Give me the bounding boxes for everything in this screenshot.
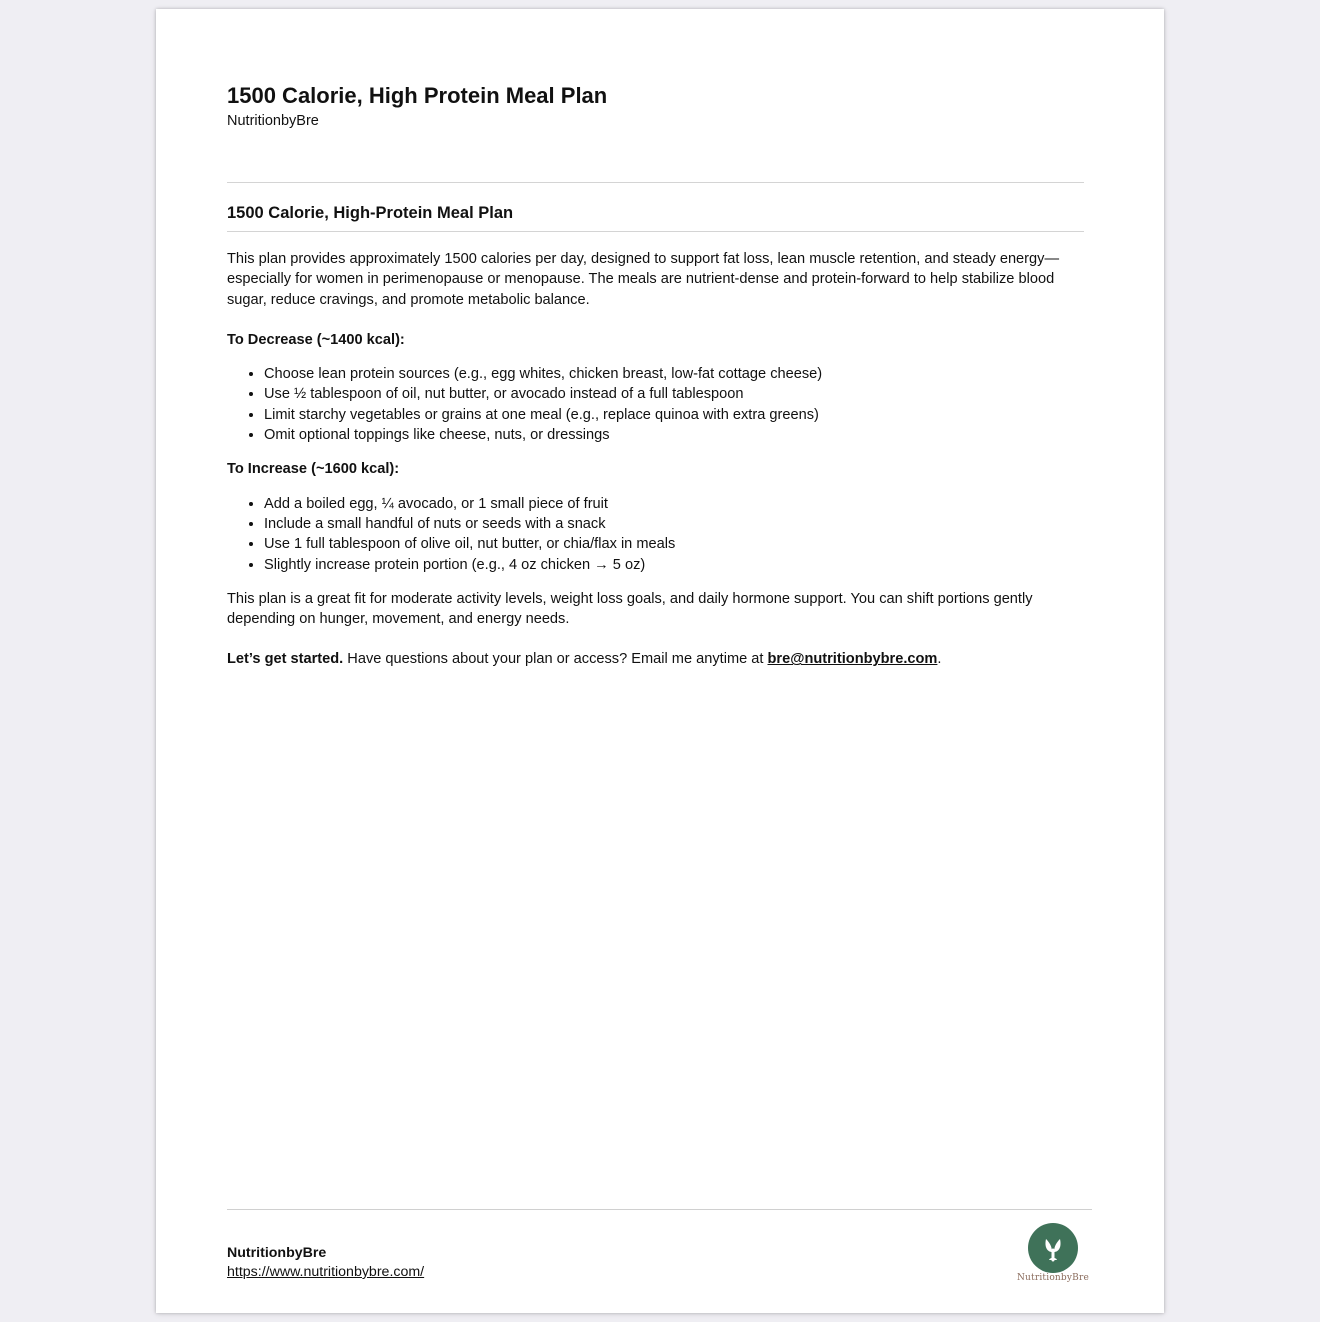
increase-list: [227, 494, 1084, 575]
closing-paragraph: This plan is a great fit for moderate activity levels, weight loss goals, and daily hormone support. You can shift portions gently depending on hunger, movement, and energy needs.: [227, 590, 1033, 628]
list-item: • Omit optional toppings like cheese, nuts, or dressings: [264, 425, 1084, 445]
divider: [227, 182, 1084, 183]
decrease-heading: To Decrease (~1400 kcal):: [227, 331, 405, 348]
footer-divider: [227, 1209, 1092, 1210]
increase-heading: To Increase (~1600 kcal):: [227, 461, 400, 478]
decrease-list: [227, 364, 1084, 445]
document-page: [156, 9, 1164, 1313]
list-item: • Use 1 full tablespoon of olive oil, nut butter, or chia/flax in meals: [264, 534, 1084, 554]
list-item: • Use ½ tablespoon of oil, nut butter, or avocado instead of a full tablespoon: [264, 384, 1084, 404]
email-link[interactable]: bre@nutritionbybre.com: [767, 651, 938, 668]
cta-end: .: [937, 651, 942, 668]
leaf-sprout-icon: [1028, 1223, 1078, 1273]
list-item: • Add a boiled egg, ¼ avocado, or 1 small piece of fruit: [264, 494, 1084, 514]
list-item: • Limit starchy vegetables or grains at one meal (e.g., replace quinoa with extra greens): [264, 405, 1084, 425]
cta-text: Have questions about your plan or access? Email me anytime at: [343, 651, 768, 668]
intro-paragraph: This plan provides approximately 1500 calories per day, designed to support fat loss, lean muscle retention, and steady energy—especially for women in perimenopause or menopause. The meals are nutrient-dense and protein-forward to help stabilize blood sugar, reduce cravings, and promote metabolic balance.: [227, 251, 1060, 308]
cta-lead: Let’s get started.: [227, 651, 344, 668]
cta-paragraph: [227, 649, 1084, 669]
divider: [227, 231, 1084, 232]
list-item: • Slightly increase protein portion (e.g., 4 oz chicken → 5 oz): [264, 555, 1084, 575]
list-item: • Include a small handful of nuts or seeds with a snack: [264, 514, 1084, 534]
list-item: • Choose lean protein sources (e.g., egg whites, chicken breast, low-fat cottage cheese): [264, 364, 1084, 384]
footer-website-link[interactable]: https://www.nutritionbybre.com/: [227, 1264, 425, 1280]
document-title: 1500 Calorie, High Protein Meal Plan: [227, 83, 608, 108]
document-author: NutritionbyBre: [227, 113, 319, 129]
section-body: [227, 249, 1084, 670]
brand-logo: [1011, 1222, 1095, 1288]
logo-wordmark: NutritionbyBre: [1016, 1273, 1090, 1283]
footer-brand-name: NutritionbyBre: [227, 1245, 327, 1261]
section-title: 1500 Calorie, High-Protein Meal Plan: [227, 204, 514, 222]
